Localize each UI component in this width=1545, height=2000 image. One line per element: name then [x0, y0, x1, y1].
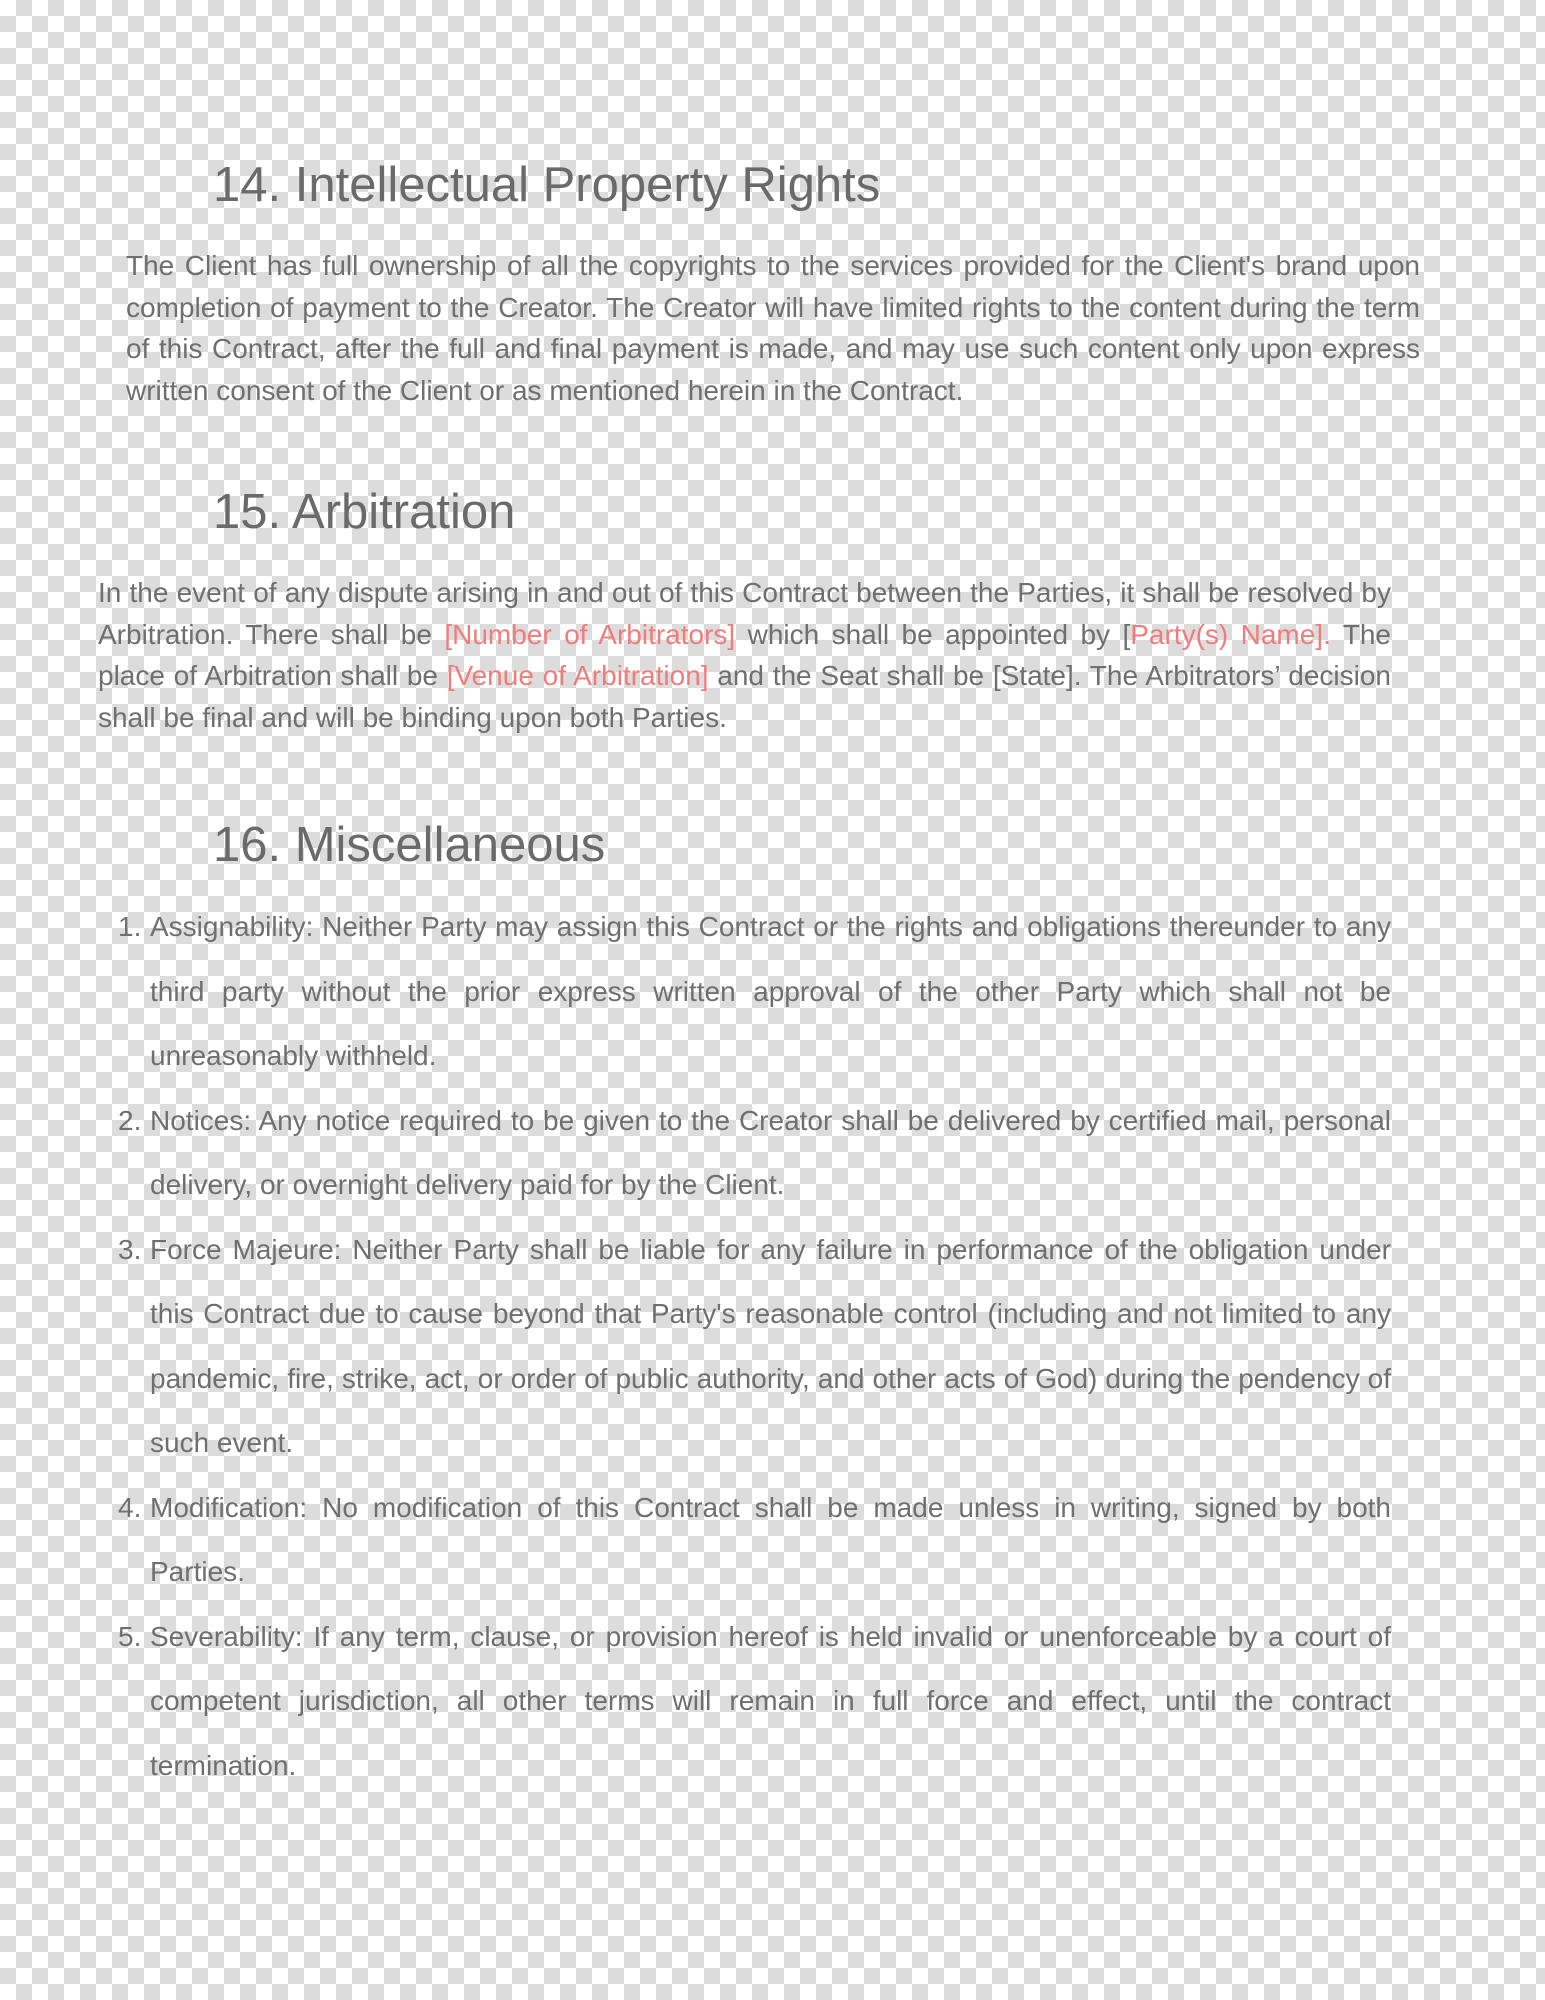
list-item-number: 5. — [118, 1620, 142, 1652]
list-item-number: 2. — [118, 1104, 142, 1136]
section-body-arbitration — [98, 572, 1391, 738]
list-item-text: Modification: No modification of this Contract shall be made unless in writing, signed by both Parties. — [150, 1491, 1391, 1587]
section-heading-intellectual-property: 14. Intellectual Property Rights — [213, 158, 881, 212]
list-item-number: 3. — [118, 1233, 142, 1265]
placeholder-number-of-arbitrators: [Number of Arbitrators] — [444, 618, 736, 650]
section-body-intellectual-property: The Client has full ownership of all the copyrights to the services provided for the Client's brand upon completion of payment to the Creator. The Creator will have limited rights to the content during the term of this Contract, after the full and final payment is made, and may use such content only upon express written consent of the Client or as mentioned herein in the Contract. — [126, 250, 1420, 406]
miscellaneous-list — [118, 895, 1391, 1798]
list-item-text: Assignability: Neither Party may assign this Contract or the rights and obligations thereunder to any third party without the prior express written approval of the other Party which shall not be unreasonably withheld. — [150, 911, 1391, 1071]
arbitration-text-2: which shall be appointed by — [735, 618, 1123, 650]
list-item-notices — [118, 1089, 1391, 1218]
placeholder-venue-of-arbitration: [Venue of Arbitration] — [446, 660, 709, 691]
list-item-severability — [118, 1605, 1391, 1799]
list-item-number: 4. — [118, 1491, 142, 1523]
arbitration-text-1: In the event of any dispute arising in and out of this Contract between the Parties, it shall be resolved by Arbitration. There shall be — [98, 577, 1391, 650]
list-item-text: Notices: Any notice required to be given to the Creator shall be delivered by certified mail, personal delivery, or overnight delivery paid for by the Client. — [150, 1104, 1391, 1200]
list-item-force-majeure — [118, 1218, 1391, 1476]
list-item-number: 1. — [118, 911, 142, 942]
placeholder-party-name: Party(s) Name]. — [1130, 618, 1331, 650]
list-item-text: Force Majeure: Neither Party shall be liable for any failure in performance of the obligation under this Contract due to cause beyond that Party's reasonable control (including and not limited to any pandemic, fire, strike, act, or order of public authority, and other acts of God) during the pendency of such event. — [150, 1233, 1391, 1458]
arbitration-text-4: and the Seat shall be [State]. The Arbitrators’ decision shall be final and will be binding upon both Parties. — [98, 660, 1391, 733]
section-heading-miscellaneous: 16. Miscellaneous — [213, 818, 606, 872]
list-item-modification — [118, 1476, 1391, 1605]
arbitration-bracket-open: [ — [1122, 618, 1131, 650]
arbitration-text-3: The place of Arbitration shall be — [98, 618, 1391, 691]
list-item-text: Severability: If any term, clause, or provision hereof is held invalid or unenforceable by a court of competent jurisdiction, all other terms will remain in full force and effect, until the contract termination. — [150, 1620, 1391, 1781]
list-item-assignability — [118, 895, 1391, 1089]
section-heading-arbitration: 15. Arbitration — [213, 485, 516, 539]
